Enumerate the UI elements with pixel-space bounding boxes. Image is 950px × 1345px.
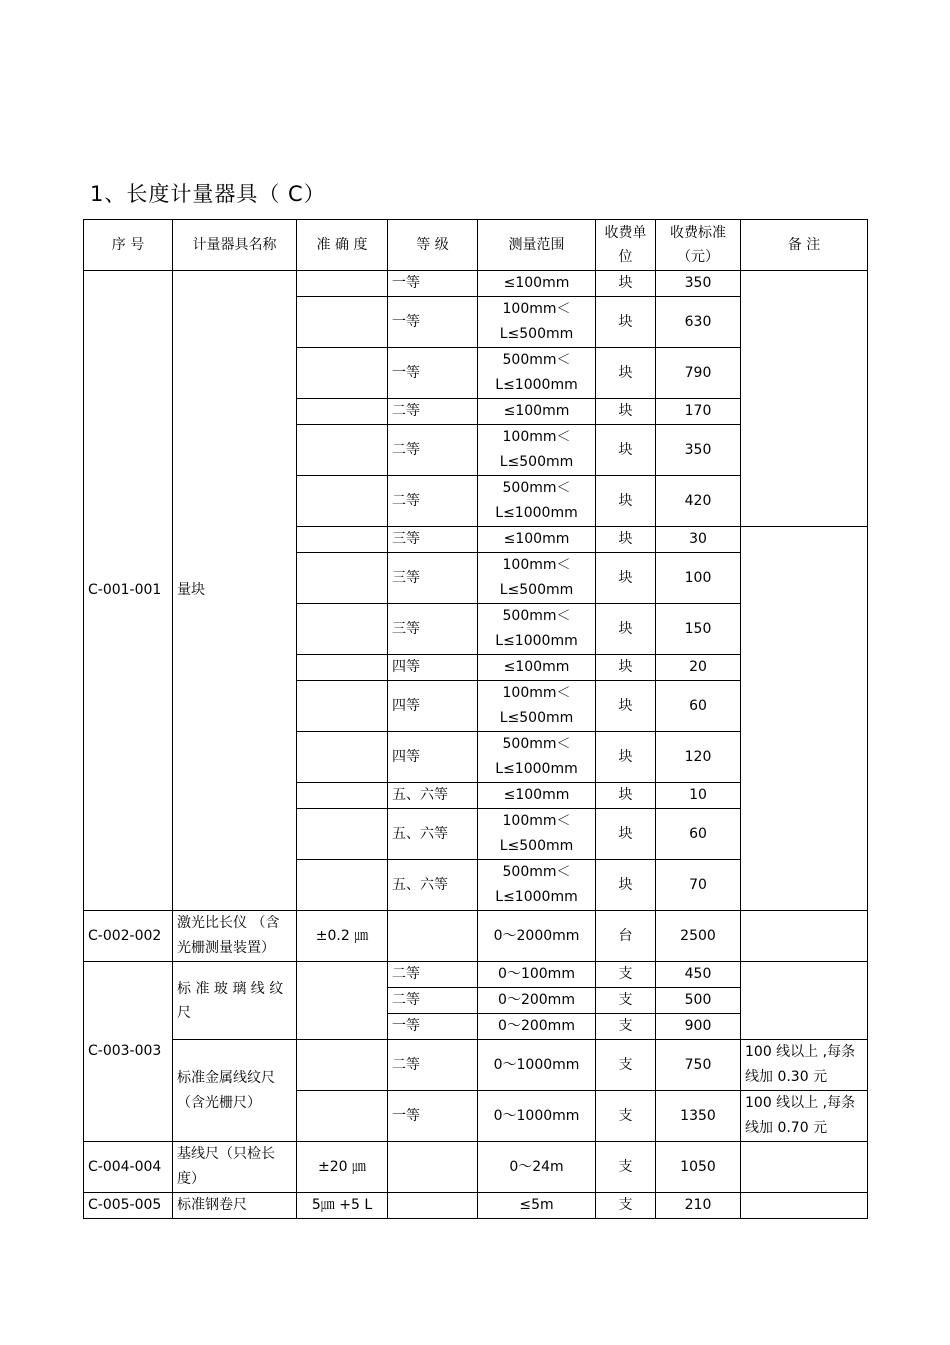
item-accuracy [297, 1040, 388, 1091]
item-price: 350 [656, 271, 741, 297]
item-grade: 一等 [388, 1014, 478, 1040]
item-unit: 块 [596, 783, 656, 809]
item-range: ≤100mm [478, 271, 596, 297]
table-row [84, 271, 868, 297]
header-range: 测量范围 [478, 220, 596, 271]
item-unit: 支 [596, 1142, 656, 1193]
item-grade: 一等 [388, 1091, 478, 1142]
item-unit: 块 [596, 655, 656, 681]
item-note: 100 线以上 ,每条线加 0.30 元 [741, 1040, 868, 1091]
item-range: 100mm＜L≤500mm [478, 681, 596, 732]
table-row [84, 1142, 868, 1193]
item-price: 1050 [656, 1142, 741, 1193]
item-price: 790 [656, 348, 741, 399]
item-range: 500mm＜L≤1000mm [478, 476, 596, 527]
item-unit: 块 [596, 425, 656, 476]
item-id: C-005-005 [84, 1193, 173, 1219]
item-note [741, 1193, 868, 1219]
item-price: 120 [656, 732, 741, 783]
item-accuracy [297, 732, 388, 783]
item-unit: 块 [596, 271, 656, 297]
item-range: 100mm＜L≤500mm [478, 809, 596, 860]
item-unit: 台 [596, 911, 656, 962]
item-grade [388, 1193, 478, 1219]
item-price: 10 [656, 783, 741, 809]
item-unit: 支 [596, 988, 656, 1014]
item-grade: 二等 [388, 962, 478, 988]
item-accuracy [297, 604, 388, 655]
table-row [84, 962, 868, 988]
item-price: 60 [656, 681, 741, 732]
item-price: 900 [656, 1014, 741, 1040]
item-price: 150 [656, 604, 741, 655]
item-name: 标准金属线纹尺（含光栅尺） [173, 1040, 297, 1142]
group-c003 [84, 962, 868, 1142]
item-grade: 五、六等 [388, 809, 478, 860]
item-range: 0～2000mm [478, 911, 596, 962]
item-unit: 块 [596, 681, 656, 732]
item-grade: 二等 [388, 425, 478, 476]
item-unit: 块 [596, 860, 656, 911]
item-unit: 块 [596, 297, 656, 348]
item-range: 100mm＜L≤500mm [478, 425, 596, 476]
item-note [741, 271, 868, 527]
item-accuracy: ±0.2 ㎛ [297, 911, 388, 962]
item-price: 170 [656, 399, 741, 425]
item-unit: 支 [596, 1040, 656, 1091]
item-accuracy [297, 425, 388, 476]
item-id: C-001-001 [84, 271, 173, 911]
item-range: ≤100mm [478, 783, 596, 809]
item-grade: 一等 [388, 297, 478, 348]
item-price: 210 [656, 1193, 741, 1219]
item-name: 量块 [173, 271, 297, 911]
item-range: 0～24m [478, 1142, 596, 1193]
item-price: 1350 [656, 1091, 741, 1142]
header-unit: 收费单位 [596, 220, 656, 271]
item-price: 420 [656, 476, 741, 527]
item-price: 450 [656, 962, 741, 988]
table-row [84, 911, 868, 962]
item-unit: 块 [596, 604, 656, 655]
item-range: 0～1000mm [478, 1040, 596, 1091]
header-grade: 等 级 [388, 220, 478, 271]
item-range: ≤5m [478, 1193, 596, 1219]
item-range: 500mm＜L≤1000mm [478, 860, 596, 911]
item-unit: 块 [596, 399, 656, 425]
item-note [741, 527, 868, 911]
item-grade: 三等 [388, 604, 478, 655]
header-name: 计量器具名称 [173, 220, 297, 271]
item-accuracy [297, 476, 388, 527]
item-accuracy [297, 1091, 388, 1142]
item-range: 100mm＜L≤500mm [478, 553, 596, 604]
item-range: 500mm＜L≤1000mm [478, 348, 596, 399]
item-accuracy: 5㎛ +5 L [297, 1193, 388, 1219]
header-row [84, 220, 868, 271]
item-grade [388, 911, 478, 962]
item-unit: 块 [596, 732, 656, 783]
item-grade: 二等 [388, 476, 478, 527]
item-unit: 支 [596, 1193, 656, 1219]
item-id: C-002-002 [84, 911, 173, 962]
item-name: 激光比长仪 （含光栅测量装置） [173, 911, 297, 962]
item-price: 630 [656, 297, 741, 348]
item-grade: 四等 [388, 655, 478, 681]
table-row [84, 1193, 868, 1219]
item-grade [388, 1142, 478, 1193]
item-unit: 块 [596, 476, 656, 527]
header-seq: 序 号 [84, 220, 173, 271]
header-note: 备 注 [741, 220, 868, 271]
item-unit: 块 [596, 527, 656, 553]
item-price: 2500 [656, 911, 741, 962]
item-accuracy [297, 271, 388, 297]
item-price: 750 [656, 1040, 741, 1091]
item-grade: 四等 [388, 732, 478, 783]
item-grade: 三等 [388, 553, 478, 604]
item-accuracy [297, 860, 388, 911]
header-accuracy: 准 确 度 [297, 220, 388, 271]
item-grade: 二等 [388, 399, 478, 425]
item-accuracy [297, 527, 388, 553]
item-note [741, 962, 868, 1040]
item-accuracy [297, 962, 388, 1040]
item-grade: 三等 [388, 527, 478, 553]
item-accuracy: ±20 ㎛ [297, 1142, 388, 1193]
fee-table [83, 219, 868, 1219]
item-range: ≤100mm [478, 399, 596, 425]
item-range: 0～200mm [478, 1014, 596, 1040]
item-price: 100 [656, 553, 741, 604]
item-name: 基线尺（只检长度） [173, 1142, 297, 1193]
item-grade: 五、六等 [388, 783, 478, 809]
item-name: 标 准 玻 璃 线 纹尺 [173, 962, 297, 1040]
item-id: C-004-004 [84, 1142, 173, 1193]
item-grade: 二等 [388, 1040, 478, 1091]
section-title: 1、长度计量器具（ C） [90, 182, 326, 206]
item-range: 0～200mm [478, 988, 596, 1014]
item-range: 0～1000mm [478, 1091, 596, 1142]
item-accuracy [297, 348, 388, 399]
item-grade: 四等 [388, 681, 478, 732]
group-c001 [84, 271, 868, 911]
item-note [741, 1142, 868, 1193]
item-range: ≤100mm [478, 527, 596, 553]
item-unit: 块 [596, 809, 656, 860]
header-price: 收费标准（元） [656, 220, 741, 271]
item-range: 500mm＜L≤1000mm [478, 604, 596, 655]
item-range: 0～100mm [478, 962, 596, 988]
item-price: 500 [656, 988, 741, 1014]
item-price: 60 [656, 809, 741, 860]
item-grade: 一等 [388, 348, 478, 399]
item-accuracy [297, 681, 388, 732]
item-price: 70 [656, 860, 741, 911]
item-grade: 五、六等 [388, 860, 478, 911]
item-range: 100mm＜L≤500mm [478, 297, 596, 348]
item-price: 20 [656, 655, 741, 681]
item-unit: 支 [596, 962, 656, 988]
item-accuracy [297, 655, 388, 681]
item-price: 30 [656, 527, 741, 553]
item-grade: 二等 [388, 988, 478, 1014]
item-range: ≤100mm [478, 655, 596, 681]
item-accuracy [297, 553, 388, 604]
item-grade: 一等 [388, 271, 478, 297]
item-unit: 支 [596, 1091, 656, 1142]
item-name: 标准钢卷尺 [173, 1193, 297, 1219]
item-accuracy [297, 399, 388, 425]
item-accuracy [297, 297, 388, 348]
item-note: 100 线以上 ,每条线加 0.70 元 [741, 1091, 868, 1142]
item-note [741, 911, 868, 962]
item-id: C-003-003 [84, 962, 173, 1142]
item-unit: 块 [596, 553, 656, 604]
item-accuracy [297, 809, 388, 860]
table-row [84, 1040, 868, 1091]
item-unit: 支 [596, 1014, 656, 1040]
item-accuracy [297, 783, 388, 809]
item-unit: 块 [596, 348, 656, 399]
item-range: 500mm＜L≤1000mm [478, 732, 596, 783]
item-price: 350 [656, 425, 741, 476]
